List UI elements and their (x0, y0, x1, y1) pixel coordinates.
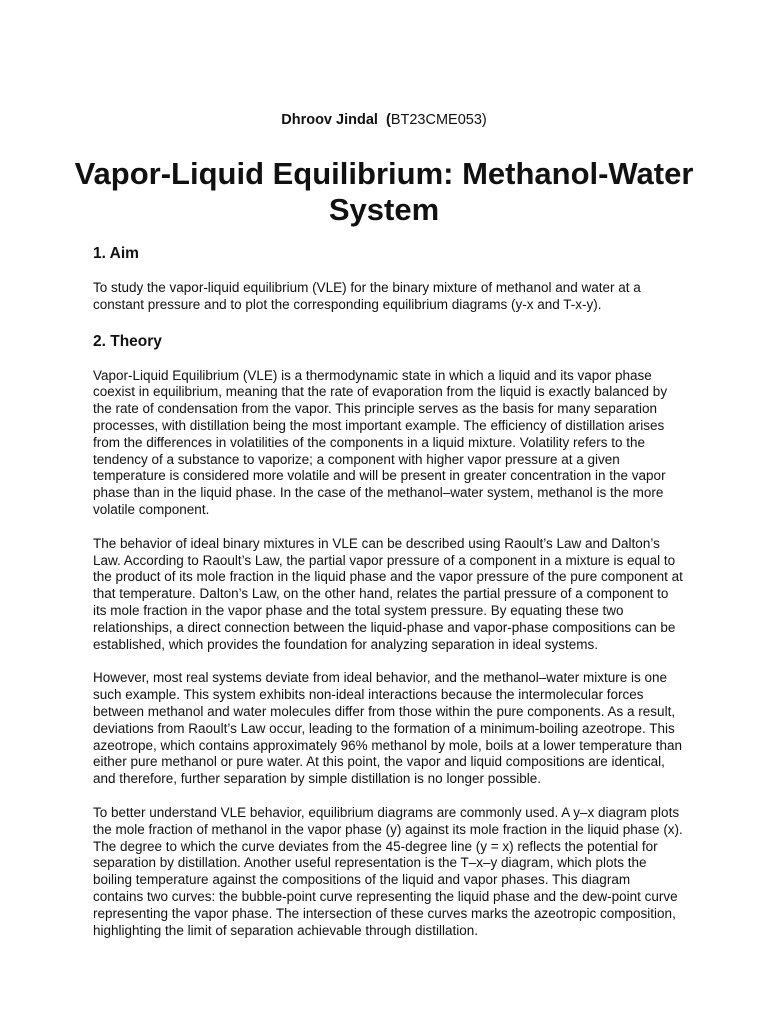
theory-paragraph-3: However, most real systems deviate from ideal behavior, and the methanol–water mixture is one such example. This system exhibits non-ideal interactions because the intermolecular forces between methanol and water molecules differ from those within the pure components. As a result, deviations from Raoult’s Law occur, leading to the formation of a minimum-boiling azeotrope. This azeotrope, which contains approximately 96% methanol by mole, boils at a lower temperature than either pure methanol or pure water. At this point, the vapor and liquid compositions are identical, and therefore, further separation by simple distillation is no longer possible. (93, 670, 683, 787)
author-id-open-paren: ( (386, 112, 391, 128)
document-title: Vapor-Liquid Equilibrium: Methanol-Water System (74, 156, 694, 227)
section-heading-aim: 1. Aim (93, 245, 139, 262)
theory-paragraph-1: Vapor-Liquid Equilibrium (VLE) is a thermodynamic state in which a liquid and its vapor phase coexist in equilibrium, meaning that the rate of evaporation from the liquid is exactly balanced by the rate of condensation from the vapor. This principle serves as the basis for many separation processes, with distillation being the most important example. The efficiency of distillation arises from the differences in volatilities of the components in a liquid mixture. Volatility refers to the tendency of a substance to vaporize; a component with higher vapor pressure at a given temperature is considered more volatile and will be present in greater concentration in the vapor phase than in the liquid phase. In the case of the methanol–water system, methanol is the more volatile component. (93, 367, 668, 517)
theory-paragraph-2: The behavior of ideal binary mixtures in VLE can be described using Raoult’s Law and Dalton’s Law. According to Raoult’s Law, the partial vapor pressure of a component in a mixture is equal to the product of its mole fraction in the liquid phase and the vapor pressure of the pure component at that temperature. Dalton’s Law, on the other hand, relates the partial pressure of a component to its mole fraction in the vapor phase and the total system pressure. By equating these two relationships, a direct connection between the liquid-phase and vapor-phase compositions can be established, which provides the foundation for analyzing separation in ideal systems. (93, 535, 683, 652)
aim-paragraph: To study the vapor-liquid equilibrium (VLE) for the binary mixture of methanol and water at a constant pressure and to plot the corresponding equilibrium diagrams (y-x and T-x-y). (93, 280, 641, 312)
author-line (0, 111, 768, 129)
section-heading-theory: 2. Theory (93, 332, 162, 350)
author-name: Dhroov Jindal (281, 112, 378, 128)
author-id: BT23CME053) (390, 112, 487, 128)
theory-paragraph-4: To better understand VLE behavior, equilibrium diagrams are commonly used. A y–x diagram plots the mole fraction of methanol in the vapor phase (y) against its mole fraction in the liquid phase (x). The degree to which the curve deviates from the 45-degree line (y = x) reflects the potential for separation by distillation. Another useful representation is the T–x–y diagram, which plots the boiling temperature against the compositions of the liquid and vapor phases. This diagram contains two curves: the bubble-point curve representing the liquid phase and the dew-point curve representing the vapor phase. The intersection of these curves marks the azeotropic composition, highlighting the limit of separation achievable through distillation. (93, 804, 683, 938)
document-body (93, 244, 683, 939)
